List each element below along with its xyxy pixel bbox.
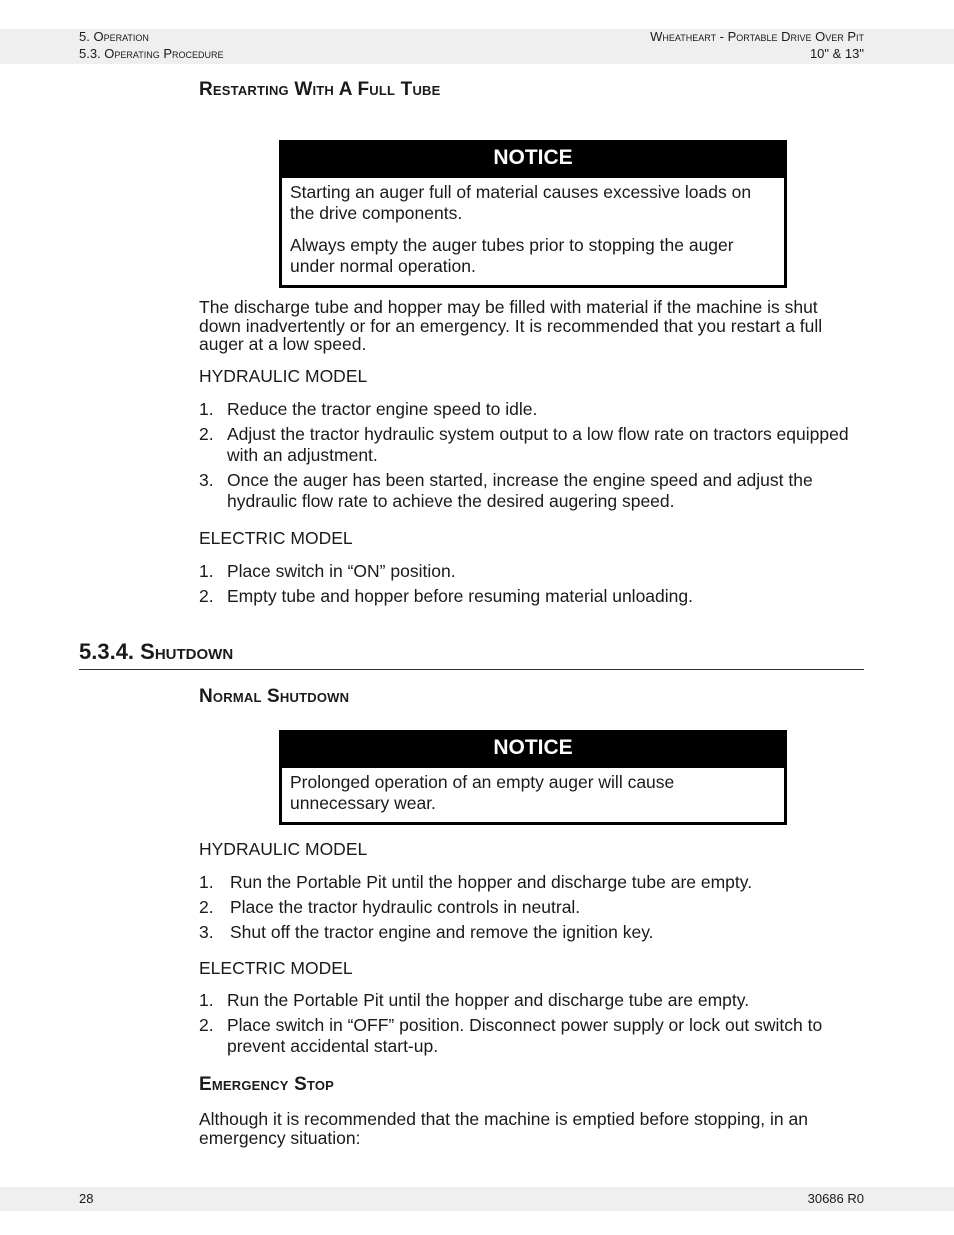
list-item [199,922,864,943]
normal-shutdown-heading: Normal Shutdown [199,686,350,707]
header-right [650,29,864,62]
restart-hydraulic-steps [199,399,864,516]
list-item [199,424,864,466]
header-title: Wheatheart - Portable Drive Over Pit [650,29,864,44]
list-item [199,872,864,893]
list-item [199,586,864,607]
step-number: 1. [199,561,214,581]
list-item [199,897,864,918]
page-footer [0,1187,954,1211]
list-item [199,399,864,420]
page-number: 28 [79,1191,94,1206]
step-text: Reduce the tractor engine speed to idle. [227,399,538,419]
step-text: Place switch in “OFF” position. Disconnect power supply or lock out switch to prevent accidental start-up. [227,1015,823,1056]
step-text: Place the tractor hydraulic controls in neutral. [230,897,581,917]
restart-heading: Restarting With A Full Tube [199,79,441,100]
header-left [79,29,224,62]
list-item [199,990,864,1011]
hydraulic-model-title: HYDRAULIC MODEL [199,366,368,386]
step-text: Adjust the tractor hydraulic system output to a low flow rate on tractors equipped with an adjustment. [227,424,849,465]
step-number: 3. [199,470,214,490]
header-section: 5. Operation [79,29,149,44]
list-item [199,561,864,582]
step-text: Run the Portable Pit until the hopper and discharge tube are empty. [230,872,753,892]
step-number: 2. [199,897,214,917]
notice-text: Always empty the auger tubes prior to stopping the auger under normal operation. [290,235,734,276]
list-item [199,470,864,512]
header-models: 10" & 13" [809,45,864,61]
notice-box-shutdown [279,730,787,825]
notice-label: NOTICE [282,140,784,178]
hydraulic-model-title: HYDRAULIC MODEL [199,839,368,859]
electric-model-title: ELECTRIC MODEL [199,958,353,978]
step-text: Empty tube and hopper before resuming material unloading. [227,586,693,606]
step-number: 1. [199,399,214,419]
step-number: 2. [199,586,214,606]
step-text: Place switch in “ON” position. [227,561,456,581]
step-number: 1. [199,872,214,892]
electric-model-title: ELECTRIC MODEL [199,528,353,548]
restart-intro: The discharge tube and hopper may be filled with material if the machine is shut down inadvertently or for an emergency. It is recommended that you restart a full auger at a low speed. [199,297,823,354]
notice-body [282,768,784,822]
notice-box-restart [279,140,787,288]
step-number: 2. [199,1015,214,1035]
emergency-stop-text: Although it is recommended that the machine is emptied before stopping, in an emergency situation: [199,1109,808,1148]
step-text: Run the Portable Pit until the hopper and discharge tube are empty. [227,990,750,1010]
shutdown-hydraulic-steps [199,872,864,947]
step-number: 3. [199,922,214,942]
step-text: Once the auger has been started, increase the engine speed and adjust the hydraulic flow rate to achieve the desired augering speed. [227,470,813,511]
notice-label: NOTICE [282,730,784,768]
shutdown-electric-steps [199,990,864,1061]
notice-text: Starting an auger full of material causes excessive loads on the drive components. [290,182,752,223]
shutdown-heading: 5.3.4. Shutdown [79,639,864,670]
document-number: 30686 R0 [807,1191,864,1206]
header-subsection: 5.3. Operating Procedure [79,45,224,61]
step-number: 1. [199,990,214,1010]
notice-text: Prolonged operation of an empty auger will cause unnecessary wear. [290,772,675,813]
restart-electric-steps [199,561,864,611]
list-item [199,1015,864,1057]
emergency-stop-heading: Emergency Stop [199,1074,335,1095]
step-number: 2. [199,424,214,444]
step-text: Shut off the tractor engine and remove the ignition key. [230,922,654,942]
notice-body [282,178,784,285]
page-header [0,29,954,64]
